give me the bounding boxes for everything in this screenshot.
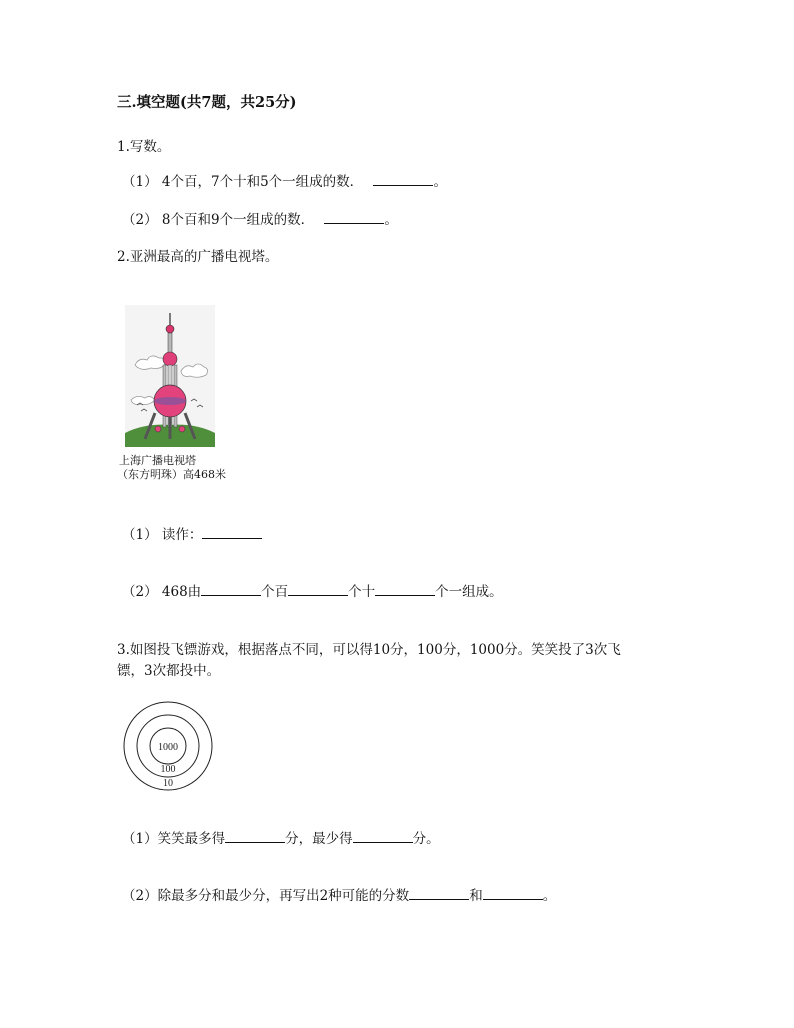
q1-part2-blank[interactable] xyxy=(324,211,384,224)
q3-part2-blank2[interactable] xyxy=(483,887,543,900)
q2-part2-blank1[interactable] xyxy=(201,583,261,596)
tv-tower-illustration xyxy=(125,305,215,447)
q2-part1-text: 读作： xyxy=(161,527,203,543)
q2-part2-blank2[interactable] xyxy=(288,583,348,596)
q2-part2-end: 个一组成。 xyxy=(435,584,503,600)
q3-part1-end: 分。 xyxy=(412,831,440,847)
q3-part2-prefix: 除最多分和最少分，再写出2种可能的分数 xyxy=(157,888,410,904)
q2-part1-blank[interactable] xyxy=(202,526,262,539)
q3-part1-prefix: 笑笑最多得 xyxy=(157,831,226,847)
q1-part1-label: （1） xyxy=(122,174,158,190)
q2-part2-label: （2） xyxy=(122,584,158,600)
q2-part2-blank3[interactable] xyxy=(375,583,435,596)
q1-stem: 1.写数。 xyxy=(117,139,171,155)
dart-target xyxy=(120,700,216,794)
q3-part2-label: （2） xyxy=(122,888,158,904)
q1-part1-end: 。 xyxy=(433,174,447,190)
q3-part1-blank1[interactable] xyxy=(225,830,285,843)
q2-part1 xyxy=(122,526,262,544)
q1-part2 xyxy=(122,211,398,229)
q2-part2-prefix: 468由 xyxy=(161,584,202,600)
q3-part2-end: 。 xyxy=(542,888,557,904)
q2-part2 xyxy=(122,583,503,601)
q3-part2 xyxy=(122,887,556,905)
tower-caption-line1: 上海广播电视塔 xyxy=(119,454,196,467)
target-label-inner: 1000 xyxy=(158,742,178,753)
q1-part2-end: 。 xyxy=(384,212,398,228)
tower-caption-line2: （东方明珠）高468米 xyxy=(117,468,226,481)
section-title: 三.填空题(共7题，共25分) xyxy=(117,94,297,111)
target-label-outer: 10 xyxy=(163,778,173,789)
q1-part1-text: 4个百，7个十和5个一组成的数． xyxy=(161,174,364,190)
q1-part1 xyxy=(122,173,447,191)
q3-part1-mid: 分，最少得 xyxy=(285,831,353,847)
q2-part1-label: （1） xyxy=(122,527,158,543)
q3-part1-label: （1） xyxy=(122,831,158,847)
q3-part2-blank1[interactable] xyxy=(409,887,469,900)
q3-part2-mid: 和 xyxy=(469,888,483,904)
q2-part2-mid1: 个百 xyxy=(261,584,289,600)
q1-part1-blank[interactable] xyxy=(373,173,433,186)
q1-part2-label: （2） xyxy=(122,212,158,228)
q2-part2-mid2: 个十 xyxy=(348,584,376,600)
q2-stem: 2.亚洲最高的广播电视塔。 xyxy=(117,249,279,265)
q3-stem-line1: 3.如图投飞镖游戏，根据落点不同，可以得10分，100分，1000分。笑笑投了3次飞 xyxy=(117,642,621,658)
q1-part2-text: 8个百和9个一组成的数． xyxy=(161,212,315,228)
q3-part1-blank2[interactable] xyxy=(353,830,413,843)
q3-stem-line2: 镖，3次都投中。 xyxy=(117,663,221,679)
target-label-middle: 100 xyxy=(160,764,176,775)
q3-part1 xyxy=(122,830,440,848)
